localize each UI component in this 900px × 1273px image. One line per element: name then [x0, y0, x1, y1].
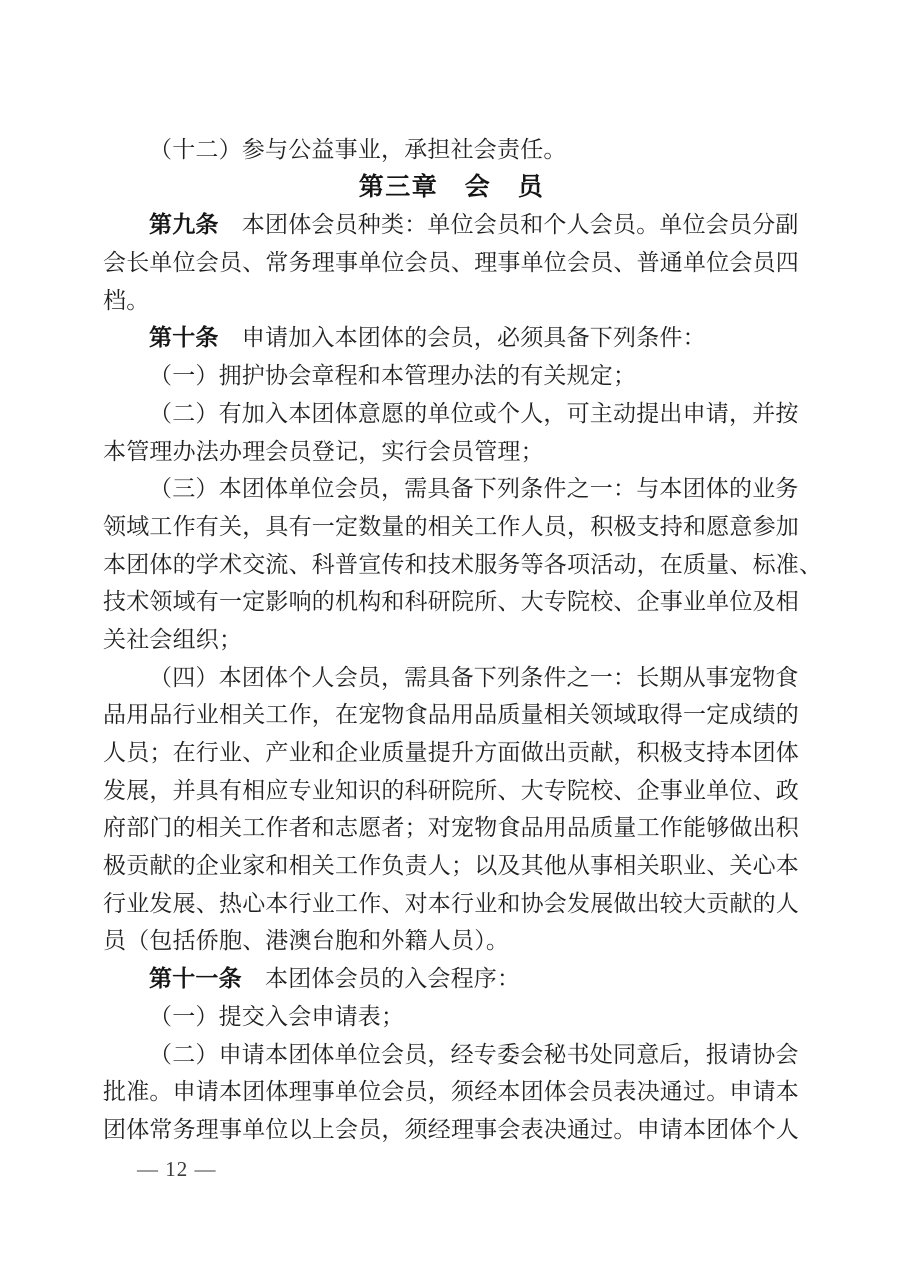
text-line: （二）有加入本团体意愿的单位或个人，可主动提出申请，并按 [149, 400, 799, 426]
text-line: 档。 [103, 287, 150, 313]
line-text: 申请加入本团体的会员，必须具备下列条件： [218, 325, 706, 351]
text-line: （三）本团体单位会员，需具备下列条件之一：与本团体的业务 [149, 476, 799, 502]
text-line: 员（包括侨胞、港澳台胞和外籍人员）。 [103, 928, 510, 954]
text-line: 本团体的学术交流、科普宣传和技术服务等各项活动，在质量、标准、 [103, 551, 823, 577]
chapter-heading: 第三章 会 员 [358, 172, 545, 201]
line-text: 本团体会员种类：单位会员和个人会员。单位会员分副 [218, 212, 799, 238]
text-line: （一）拥护协会章程和本管理办法的有关规定； [149, 363, 637, 389]
text-line [103, 319, 800, 357]
text-line: 会长单位会员、常务理事单位会员、理事单位会员、普通单位会员四 [103, 250, 799, 276]
text-line: 团体常务理事单位以上会员，须经理事会表决通过。申请本团体个人 [103, 1116, 799, 1142]
text-line [103, 206, 800, 244]
text-line: 批准。申请本团体理事单位会员，须经本团体会员表决通过。申请本 [103, 1079, 799, 1105]
article-number: 第十一条 [149, 966, 242, 992]
text-line: 关社会组织； [103, 626, 243, 652]
article-number: 第十条 [149, 325, 219, 351]
text-line: 人员；在行业、产业和企业质量提升方面做出贡献，积极支持本团体 [103, 740, 799, 765]
text-line: 品用品行业相关工作，在宠物食品用品质量相关领域取得一定成绩的 [103, 702, 799, 728]
text-line: 极贡献的企业家和相关工作负责人；以及其他从事相关职业、关心本 [103, 853, 799, 879]
text-line: （四）本团体个人会员，需具备下列条件之一：长期从事宠物食 [149, 664, 799, 690]
text-line: （十二）参与公益事业，承担社会责任。 [149, 137, 567, 162]
text-line: 本管理办法办理会员登记，实行会员管理； [103, 438, 544, 464]
text-line: 技术领域有一定影响的机构和科研院所、大专院校、企事业单位及相 [103, 589, 799, 615]
text-line: （二）申请本团体单位会员，经专委会秘书处同意后，报请协会 [149, 1041, 799, 1067]
text-line: 发展，并具有相应专业知识的科研院所、大专院校、企事业单位、政 [103, 777, 799, 803]
text-line: 府部门的相关工作者和志愿者；对宠物食品用品质量工作能够做出积 [103, 815, 799, 841]
line-text: 本团体会员的入会程序： [241, 966, 521, 992]
text-line: 领域工作有关，具有一定数量的相关工作人员，积极支持和愿意参加 [103, 513, 799, 539]
text-line: 行业发展、热心本行业工作、对本行业和协会发展做出较大贡献的人 [103, 890, 799, 916]
text-line [103, 960, 800, 998]
article-number: 第九条 [149, 212, 219, 238]
text-line: （一）提交入会申请表； [149, 1003, 405, 1029]
page-number: — 12 — [137, 1156, 217, 1181]
